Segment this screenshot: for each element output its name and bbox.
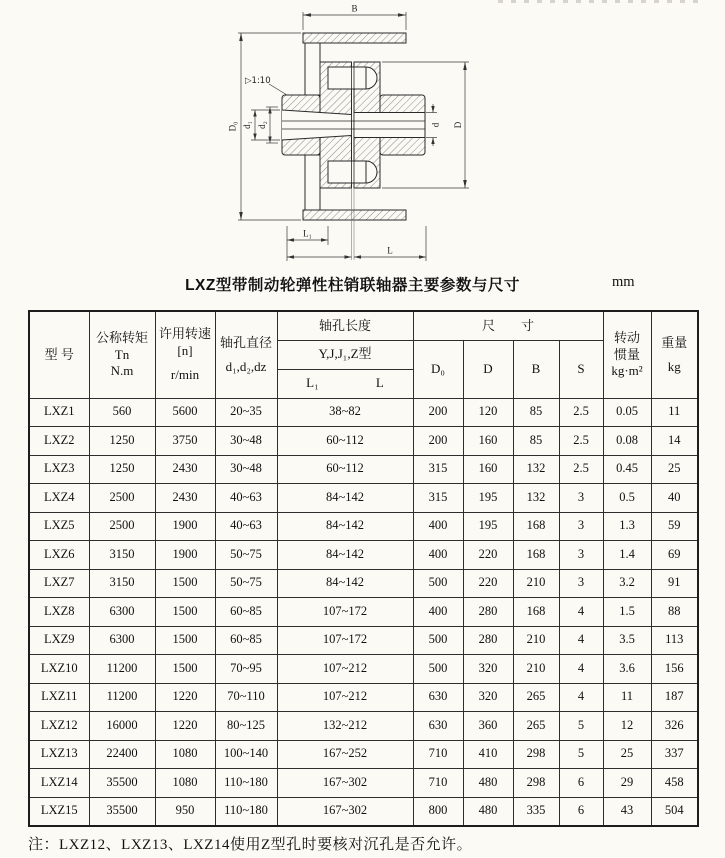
table-cell: 70~95 xyxy=(215,655,277,684)
table-cell: 320 xyxy=(463,655,513,684)
table-cell: 265 xyxy=(513,712,559,741)
table-cell: 40 xyxy=(651,484,698,513)
table-cell: 6 xyxy=(559,769,603,798)
table-cell: 88 xyxy=(651,598,698,627)
table-cell: 5600 xyxy=(155,398,215,427)
footnote: 注：LXZ12、LXZ13、LXZ14使用Z型孔时要核对沉孔是否允许。 xyxy=(28,837,473,853)
table-cell: 11200 xyxy=(89,683,155,712)
header-speed: 许用转速 [n] r/min xyxy=(155,311,215,398)
table-cell: 220 xyxy=(463,569,513,598)
table-cell: 3 xyxy=(559,541,603,570)
table-cell: 12 xyxy=(603,712,651,741)
table-cell: 14 xyxy=(651,427,698,456)
table-cell: 2430 xyxy=(155,455,215,484)
table-cell: 107~212 xyxy=(277,655,413,684)
table-cell: 2.5 xyxy=(559,398,603,427)
table-cell: LXZ14 xyxy=(29,769,89,798)
table-cell: 167~302 xyxy=(277,769,413,798)
table-cell: 4 xyxy=(559,626,603,655)
table-cell: 84~142 xyxy=(277,484,413,513)
table-cell: 168 xyxy=(513,512,559,541)
header-bore-length-types: Y,J,J₁,Z型 xyxy=(277,340,413,369)
table-cell: LXZ2 xyxy=(29,427,89,456)
dim-label-B: B xyxy=(351,3,358,14)
table-cell: 4 xyxy=(559,598,603,627)
table-cell: 1220 xyxy=(155,683,215,712)
table-cell: 107~172 xyxy=(277,626,413,655)
table-cell: 168 xyxy=(513,541,559,570)
table-cell: 85 xyxy=(513,427,559,456)
dim-label-d2: d₂ xyxy=(257,121,267,129)
table-cell: 3 xyxy=(559,512,603,541)
table-cell: 630 xyxy=(413,712,463,741)
table-cell: 187 xyxy=(651,683,698,712)
table-cell: 60~112 xyxy=(277,427,413,456)
table-cell: 560 xyxy=(89,398,155,427)
table-cell: 107~212 xyxy=(277,683,413,712)
table-cell: LXZ13 xyxy=(29,740,89,769)
table-cell: 1900 xyxy=(155,512,215,541)
table-cell: 1250 xyxy=(89,455,155,484)
table-cell: LXZ5 xyxy=(29,512,89,541)
table-cell: LXZ4 xyxy=(29,484,89,513)
table-cell: 60~112 xyxy=(277,455,413,484)
parameters-table xyxy=(28,310,699,827)
table-cell: 210 xyxy=(513,569,559,598)
table-cell: 84~142 xyxy=(277,512,413,541)
title-row xyxy=(0,273,725,295)
table-cell: 2.5 xyxy=(559,427,603,456)
header-bore-length-L1-L: L₁ L xyxy=(277,369,413,398)
table-cell: 298 xyxy=(513,769,559,798)
table-cell: 20~35 xyxy=(215,398,277,427)
table-cell: 504 xyxy=(651,797,698,826)
table-cell: 84~142 xyxy=(277,569,413,598)
header-bore-length: 轴孔长度 xyxy=(277,311,413,340)
coupling-geometry xyxy=(282,33,425,260)
table-cell: 1.5 xyxy=(603,598,651,627)
table-cell: 4 xyxy=(559,655,603,684)
table-cell: 210 xyxy=(513,626,559,655)
table-cell: LXZ11 xyxy=(29,683,89,712)
table-cell: 630 xyxy=(413,683,463,712)
table-cell: 50~75 xyxy=(215,569,277,598)
table-cell: 3 xyxy=(559,484,603,513)
table-cell: 30~48 xyxy=(215,427,277,456)
table-cell: 59 xyxy=(651,512,698,541)
table-cell: 132 xyxy=(513,484,559,513)
table-cell: 2500 xyxy=(89,484,155,513)
dim-label-d1: d₁ xyxy=(242,121,252,129)
table-cell: 1.3 xyxy=(603,512,651,541)
table-cell: 480 xyxy=(463,797,513,826)
table-cell: 70~110 xyxy=(215,683,277,712)
table-cell: 800 xyxy=(413,797,463,826)
table-cell: 1900 xyxy=(155,541,215,570)
table-cell: 5 xyxy=(559,712,603,741)
table-cell: LXZ6 xyxy=(29,541,89,570)
table-cell: 80~125 xyxy=(215,712,277,741)
table-cell: 400 xyxy=(413,512,463,541)
table-cell: 132 xyxy=(513,455,559,484)
table-cell: 25 xyxy=(651,455,698,484)
header-weight: 重量 kg xyxy=(651,311,698,398)
header-col-S: S xyxy=(559,340,603,398)
dim-label-d: d xyxy=(430,122,441,128)
header-torque: 公称转矩Tn N.m xyxy=(89,311,155,398)
dimension-arrows xyxy=(239,13,467,259)
table-cell: 11 xyxy=(651,398,698,427)
header-bore-diameter: 轴孔直径 d₁,d₂,dz xyxy=(215,311,277,398)
table-row xyxy=(29,398,698,427)
table-cell: 11200 xyxy=(89,655,155,684)
table-cell: 950 xyxy=(155,797,215,826)
header-model: 型 号 xyxy=(29,311,89,398)
table-row xyxy=(29,740,698,769)
table-cell: 6300 xyxy=(89,598,155,627)
table-row xyxy=(29,455,698,484)
table-cell: 2.5 xyxy=(559,455,603,484)
table-row xyxy=(29,427,698,456)
table-cell: 1250 xyxy=(89,427,155,456)
page-title: LXZ型带制动轮弹性柱销联轴器主要参数与尺寸 xyxy=(185,277,520,294)
table-cell: 60~85 xyxy=(215,598,277,627)
table-cell: 1500 xyxy=(155,626,215,655)
table-cell: 320 xyxy=(463,683,513,712)
table-cell: 3.6 xyxy=(603,655,651,684)
table-row xyxy=(29,797,698,826)
table-cell: 280 xyxy=(463,598,513,627)
table-cell: 500 xyxy=(413,626,463,655)
cropped-text-artifact xyxy=(498,0,703,3)
table-cell: 2500 xyxy=(89,512,155,541)
table-cell: LXZ10 xyxy=(29,655,89,684)
table-row xyxy=(29,541,698,570)
table-cell: 40~63 xyxy=(215,512,277,541)
table-cell: 1080 xyxy=(155,740,215,769)
table-cell: 1.4 xyxy=(603,541,651,570)
table-cell: 326 xyxy=(651,712,698,741)
table-cell: 1220 xyxy=(155,712,215,741)
table-cell: LXZ15 xyxy=(29,797,89,826)
table-header xyxy=(29,311,698,398)
table-cell: 29 xyxy=(603,769,651,798)
table-cell: 458 xyxy=(651,769,698,798)
header-dimensions: 尺 寸 xyxy=(413,311,603,340)
table-cell: 3 xyxy=(559,569,603,598)
table-cell: 5 xyxy=(559,740,603,769)
coupling-section-drawing xyxy=(225,0,495,270)
table-cell: 0.08 xyxy=(603,427,651,456)
table-cell: 38~82 xyxy=(277,398,413,427)
table-row xyxy=(29,598,698,627)
table-cell: 3.5 xyxy=(603,626,651,655)
table-row xyxy=(29,512,698,541)
header-inertia: 转动 惯量 kg·m² xyxy=(603,311,651,398)
table-cell: 168 xyxy=(513,598,559,627)
table-cell: 25 xyxy=(603,740,651,769)
table-cell: 280 xyxy=(463,626,513,655)
table-cell: 35500 xyxy=(89,769,155,798)
table-cell: 113 xyxy=(651,626,698,655)
table-cell: 3750 xyxy=(155,427,215,456)
table-cell: 167~252 xyxy=(277,740,413,769)
table-cell: 160 xyxy=(463,455,513,484)
table-cell: 132~212 xyxy=(277,712,413,741)
table-cell: 11 xyxy=(603,683,651,712)
dim-label-D: D xyxy=(453,121,463,129)
table-cell: 3150 xyxy=(89,541,155,570)
table-cell: 6 xyxy=(559,797,603,826)
table-cell: 200 xyxy=(413,427,463,456)
table-cell: 220 xyxy=(463,541,513,570)
table-row xyxy=(29,655,698,684)
table-cell: 1500 xyxy=(155,569,215,598)
table-cell: 22400 xyxy=(89,740,155,769)
table-cell: 43 xyxy=(603,797,651,826)
table-cell: 3.2 xyxy=(603,569,651,598)
table-cell: 710 xyxy=(413,740,463,769)
table-cell: 195 xyxy=(463,512,513,541)
taper-label: ▷1:10 xyxy=(245,76,271,86)
table-cell: 1080 xyxy=(155,769,215,798)
table-cell: 107~172 xyxy=(277,598,413,627)
table-cell: 200 xyxy=(413,398,463,427)
table-row xyxy=(29,569,698,598)
table-row xyxy=(29,626,698,655)
table-cell: 91 xyxy=(651,569,698,598)
header-col-D0: D₀ xyxy=(413,340,463,398)
table-cell: 0.45 xyxy=(603,455,651,484)
table-cell: 84~142 xyxy=(277,541,413,570)
table-cell: 2430 xyxy=(155,484,215,513)
table-row xyxy=(29,769,698,798)
table-cell: 110~180 xyxy=(215,769,277,798)
table-cell: 110~180 xyxy=(215,797,277,826)
table-cell: 100~140 xyxy=(215,740,277,769)
table-cell: 60~85 xyxy=(215,626,277,655)
table-cell: 315 xyxy=(413,484,463,513)
table-cell: 4 xyxy=(559,683,603,712)
table-cell: 265 xyxy=(513,683,559,712)
table-cell: LXZ3 xyxy=(29,455,89,484)
table-cell: 1500 xyxy=(155,598,215,627)
dim-label-L1: L₁ xyxy=(303,228,312,239)
table-cell: 6300 xyxy=(89,626,155,655)
table-cell: LXZ7 xyxy=(29,569,89,598)
table-body xyxy=(29,398,698,826)
table-cell: 69 xyxy=(651,541,698,570)
table-cell: 500 xyxy=(413,655,463,684)
table-cell: 120 xyxy=(463,398,513,427)
table-cell: 0.05 xyxy=(603,398,651,427)
header-col-B: B xyxy=(513,340,559,398)
dim-label-D0: D₀ xyxy=(227,121,238,132)
table-cell: 85 xyxy=(513,398,559,427)
table-cell: 315 xyxy=(413,455,463,484)
table-cell: 156 xyxy=(651,655,698,684)
table-cell: 160 xyxy=(463,427,513,456)
table-cell: 298 xyxy=(513,740,559,769)
table-cell: 50~75 xyxy=(215,541,277,570)
header-col-D: D xyxy=(463,340,513,398)
table-cell: 337 xyxy=(651,740,698,769)
table-cell: 210 xyxy=(513,655,559,684)
dim-label-L: L xyxy=(387,245,393,256)
table-cell: 500 xyxy=(413,569,463,598)
table-cell: 410 xyxy=(463,740,513,769)
table-row xyxy=(29,683,698,712)
table-cell: LXZ1 xyxy=(29,398,89,427)
table-cell: LXZ12 xyxy=(29,712,89,741)
table-cell: 16000 xyxy=(89,712,155,741)
table-row xyxy=(29,712,698,741)
unit-label: mm xyxy=(612,274,635,290)
table-cell: 195 xyxy=(463,484,513,513)
table-cell: 0.5 xyxy=(603,484,651,513)
table-cell: 3150 xyxy=(89,569,155,598)
table-cell: 480 xyxy=(463,769,513,798)
table-cell: LXZ9 xyxy=(29,626,89,655)
table-cell: 710 xyxy=(413,769,463,798)
table-row xyxy=(29,484,698,513)
table-cell: 360 xyxy=(463,712,513,741)
table-cell: LXZ8 xyxy=(29,598,89,627)
table-cell: 167~302 xyxy=(277,797,413,826)
table-cell: 1500 xyxy=(155,655,215,684)
table-cell: 400 xyxy=(413,541,463,570)
table-cell: 400 xyxy=(413,598,463,627)
table-cell: 335 xyxy=(513,797,559,826)
table-cell: 40~63 xyxy=(215,484,277,513)
table-cell: 30~48 xyxy=(215,455,277,484)
table-cell: 35500 xyxy=(89,797,155,826)
